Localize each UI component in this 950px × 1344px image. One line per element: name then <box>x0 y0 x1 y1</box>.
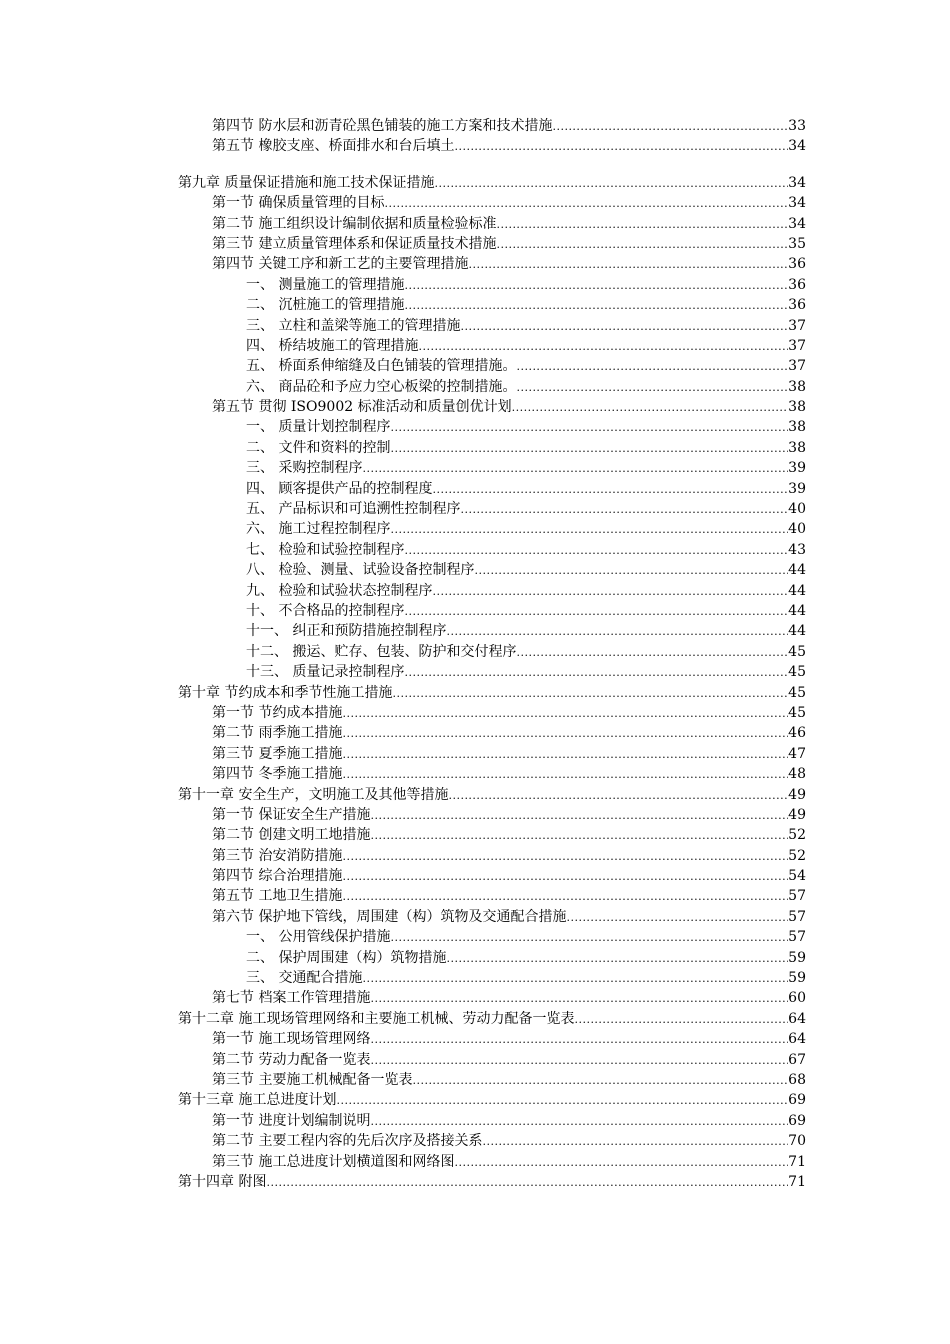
toc-page-number: 44 <box>788 562 806 579</box>
toc-section-entry[interactable] <box>178 254 806 274</box>
toc-page-number: 44 <box>788 602 806 619</box>
toc-dot-leader <box>390 520 788 540</box>
toc-entry-title: 三、 采购控制程序 <box>246 460 363 477</box>
toc-chapter-entry[interactable] <box>178 785 806 805</box>
toc-dot-leader <box>460 500 788 520</box>
toc-dot-leader <box>404 602 788 622</box>
toc-entry-title: 第十二章 施工现场管理网络和主要施工机械、劳动力配备一览表 <box>178 1010 575 1027</box>
toc-subsection-entry[interactable] <box>178 377 806 397</box>
toc-section-entry[interactable] <box>178 703 806 723</box>
toc-entry-title: 一、 质量计划控制程序 <box>246 419 391 436</box>
toc-page-number: 59 <box>788 949 806 966</box>
toc-subsection-entry[interactable] <box>178 540 806 560</box>
toc-page-number: 71 <box>788 1173 806 1190</box>
toc-entry-title: 第一节 节约成本措施 <box>212 704 343 721</box>
toc-dot-leader <box>392 684 788 704</box>
toc-dot-leader <box>362 459 788 479</box>
toc-section-entry[interactable] <box>178 744 806 764</box>
toc-page-number: 45 <box>788 684 806 701</box>
toc-page-number: 69 <box>788 1112 806 1129</box>
toc-dot-leader <box>418 337 788 357</box>
toc-entry-title: 第三节 治安消防措施 <box>212 847 343 864</box>
toc-dot-leader <box>574 1010 788 1030</box>
toc-entry-title: 第四节 冬季施工措施 <box>212 766 343 783</box>
toc-entry-title: 第三节 建立质量管理体系和保证质量技术措施 <box>212 235 497 252</box>
toc-page-number: 57 <box>788 929 806 946</box>
toc-page-number: 64 <box>788 1031 806 1048</box>
toc-subsection-entry[interactable] <box>178 275 806 295</box>
toc-entry-title: 第一节 施工现场管理网络 <box>212 1031 371 1048</box>
toc-dot-leader <box>454 137 788 157</box>
table-of-contents <box>178 116 806 1192</box>
toc-page-number: 64 <box>788 1010 806 1027</box>
toc-page-number: 45 <box>788 664 806 681</box>
toc-page-number: 38 <box>788 399 806 416</box>
toc-entry-title: 第二节 雨季施工措施 <box>212 725 343 742</box>
toc-page-number: 38 <box>788 439 806 456</box>
toc-dot-leader <box>474 561 788 581</box>
toc-entry-title: 十二、 搬运、贮存、包装、防护和交付程序 <box>246 643 517 660</box>
toc-section-entry[interactable] <box>178 397 806 417</box>
toc-page-number: 48 <box>788 766 806 783</box>
toc-dot-leader <box>390 418 788 438</box>
toc-page-number: 38 <box>788 419 806 436</box>
toc-dot-leader <box>404 663 788 683</box>
toc-section-entry[interactable] <box>178 193 806 213</box>
toc-entry-title: 第四节 防水层和沥青砼黑色铺装的施工方案和技术措施 <box>212 118 553 134</box>
toc-dot-leader <box>482 1132 788 1152</box>
toc-dot-leader <box>432 582 788 602</box>
toc-section-entry[interactable] <box>178 136 806 156</box>
toc-page-number: 34 <box>788 215 806 232</box>
toc-subsection-entry[interactable] <box>178 601 806 621</box>
toc-entry-title: 第一节 进度计划编制说明 <box>212 1112 371 1129</box>
toc-page-number: 37 <box>788 358 806 375</box>
toc-entry-title: 第四节 关键工序和新工艺的主要管理措施 <box>212 256 469 273</box>
toc-spacer <box>178 157 806 173</box>
toc-entry-title: 第七节 档案工作管理措施 <box>212 990 371 1007</box>
toc-page-number: 45 <box>788 643 806 660</box>
toc-subsection-entry[interactable] <box>178 581 806 601</box>
toc-dot-leader <box>412 1071 788 1091</box>
toc-chapter-entry[interactable] <box>178 1009 806 1029</box>
toc-subsection-entry[interactable] <box>178 642 806 662</box>
toc-entry-title: 五、 桥面系伸缩缝及白色铺装的管理措施。 <box>246 358 517 375</box>
toc-subsection-entry[interactable] <box>178 927 806 947</box>
toc-entry-title: 第五节 工地卫生措施 <box>212 888 343 905</box>
toc-page-number: 34 <box>788 174 806 191</box>
toc-entry-title: 第十四章 附图 <box>178 1173 267 1190</box>
toc-entry-title: 六、 施工过程控制程序 <box>246 521 391 538</box>
toc-page-number: 39 <box>788 460 806 477</box>
toc-dot-leader <box>434 174 788 194</box>
toc-dot-leader <box>512 398 789 418</box>
toc-entry-title: 六、 商品砼和予应力空心板梁的控制措施。 <box>246 378 517 395</box>
toc-page-number: 44 <box>788 582 806 599</box>
toc-entry-title: 第五节 橡胶支座、桥面排水和台后填土 <box>212 138 455 155</box>
toc-section-entry[interactable] <box>178 907 806 927</box>
toc-dot-leader <box>342 704 788 724</box>
toc-entry-title: 第五节 贯彻 ISO9002 标准活动和质量创优计划 <box>212 399 512 416</box>
toc-dot-leader <box>460 317 788 337</box>
toc-section-entry[interactable] <box>178 764 806 784</box>
toc-page-number: 70 <box>788 1133 806 1150</box>
toc-dot-leader <box>342 724 788 744</box>
toc-page-number: 47 <box>788 745 806 762</box>
toc-entry-title: 第二节 劳动力配备一览表 <box>212 1051 371 1068</box>
toc-dot-leader <box>404 276 788 296</box>
toc-entry-title: 第三节 夏季施工措施 <box>212 745 343 762</box>
toc-page-number: 67 <box>788 1051 806 1068</box>
toc-page-number: 36 <box>788 297 806 314</box>
toc-section-entry[interactable] <box>178 1111 806 1131</box>
toc-section-entry[interactable] <box>178 866 806 886</box>
toc-entry-title: 三、 立柱和盖梁等施工的管理措施 <box>246 317 461 334</box>
toc-dot-leader <box>370 806 788 826</box>
toc-entry-title: 第二节 主要工程内容的先后次序及搭接关系 <box>212 1133 483 1150</box>
toc-entry-title: 第十三章 施工总进度计划 <box>178 1092 337 1109</box>
toc-page-number: 46 <box>788 725 806 742</box>
toc-dot-leader <box>468 255 788 275</box>
toc-entry-title: 七、 检验和试验控制程序 <box>246 541 405 558</box>
toc-subsection-entry[interactable] <box>178 560 806 580</box>
toc-subsection-entry[interactable] <box>178 662 806 682</box>
toc-subsection-entry[interactable] <box>178 948 806 968</box>
toc-page-number: 38 <box>788 378 806 395</box>
toc-section-entry[interactable] <box>178 846 806 866</box>
toc-subsection-entry[interactable] <box>178 316 806 336</box>
toc-dot-leader <box>342 867 788 887</box>
toc-page-number: 43 <box>788 541 806 558</box>
toc-subsection-entry[interactable] <box>178 479 806 499</box>
toc-entry-title: 第一节 确保质量管理的目标 <box>212 195 385 212</box>
toc-dot-leader <box>432 480 788 500</box>
toc-section-entry[interactable] <box>178 805 806 825</box>
toc-page-number: 52 <box>788 847 806 864</box>
toc-page-number: 57 <box>788 888 806 905</box>
toc-dot-leader <box>496 235 788 255</box>
toc-page-number: 40 <box>788 521 806 538</box>
toc-entry-title: 第二节 创建文明工地措施 <box>212 827 371 844</box>
toc-page-number: 44 <box>788 623 806 640</box>
toc-page-number: 45 <box>788 704 806 721</box>
toc-dot-leader <box>496 215 788 235</box>
toc-page-number: 33 <box>788 118 806 134</box>
toc-dot-leader <box>552 117 788 137</box>
toc-page-number: 60 <box>788 990 806 1007</box>
toc-chapter-entry[interactable] <box>178 1090 806 1110</box>
toc-entry-title: 一、 测量施工的管理措施 <box>246 276 405 293</box>
toc-entry-title: 第一节 保证安全生产措施 <box>212 806 371 823</box>
toc-entry-title: 第十一章 安全生产，文明施工及其他等措施 <box>178 786 449 803</box>
toc-dot-leader <box>516 643 788 663</box>
toc-entry-title: 第十章 节约成本和季节性施工措施 <box>178 684 393 701</box>
toc-dot-leader <box>370 826 788 846</box>
toc-section-entry[interactable] <box>178 1029 806 1049</box>
toc-dot-leader <box>370 1112 788 1132</box>
toc-subsection-entry[interactable] <box>178 295 806 315</box>
toc-page-number: 35 <box>788 235 806 252</box>
toc-page-number: 34 <box>788 195 806 212</box>
toc-entry-title: 四、 顾客提供产品的控制程度 <box>246 480 433 497</box>
toc-dot-leader <box>448 786 788 806</box>
toc-dot-leader <box>390 439 788 459</box>
toc-section-entry[interactable] <box>178 116 806 136</box>
toc-section-entry[interactable] <box>178 214 806 234</box>
toc-entry-title: 五、 产品标识和可追溯性控制程序 <box>246 501 461 518</box>
toc-entry-title: 第三节 主要施工机械配备一览表 <box>212 1071 413 1088</box>
toc-entry-title: 第四节 综合治理措施 <box>212 868 343 885</box>
toc-section-entry[interactable] <box>178 1070 806 1090</box>
toc-subsection-entry[interactable] <box>178 356 806 376</box>
toc-page-number: 54 <box>788 868 806 885</box>
toc-entry-title: 第三节 施工总进度计划横道图和网络图 <box>212 1153 455 1170</box>
toc-entry-title: 十一、 纠正和预防措施控制程序 <box>246 623 447 640</box>
toc-dot-leader <box>516 357 788 377</box>
toc-section-entry[interactable] <box>178 1152 806 1172</box>
toc-section-entry[interactable] <box>178 1050 806 1070</box>
toc-subsection-entry[interactable] <box>178 438 806 458</box>
toc-page-number: 71 <box>788 1153 806 1170</box>
toc-entry-title: 第九章 质量保证措施和施工技术保证措施 <box>178 174 435 191</box>
toc-dot-leader <box>384 194 788 214</box>
toc-dot-leader <box>370 1051 788 1071</box>
toc-entry-title: 九、 检验和试验状态控制程序 <box>246 582 433 599</box>
toc-dot-leader <box>566 908 788 928</box>
toc-dot-leader <box>390 928 788 948</box>
toc-page-number: 69 <box>788 1092 806 1109</box>
toc-subsection-entry[interactable] <box>178 417 806 437</box>
toc-entry-title: 第二节 施工组织设计编制依据和质量检验标准 <box>212 215 497 232</box>
toc-page-number: 52 <box>788 827 806 844</box>
toc-subsection-entry[interactable] <box>178 499 806 519</box>
toc-dot-leader <box>336 1091 788 1111</box>
toc-entry-title: 一、 公用管线保护措施 <box>246 929 391 946</box>
toc-dot-leader <box>454 1153 788 1173</box>
toc-section-entry[interactable] <box>178 1131 806 1151</box>
toc-entry-title: 十、 不合格品的控制程序 <box>246 602 405 619</box>
toc-chapter-entry[interactable] <box>178 1172 806 1192</box>
toc-dot-leader <box>370 1030 788 1050</box>
toc-chapter-entry[interactable] <box>178 173 806 193</box>
toc-section-entry[interactable] <box>178 234 806 254</box>
toc-page-number: 34 <box>788 138 806 155</box>
toc-dot-leader <box>516 378 788 398</box>
toc-page-number: 49 <box>788 806 806 823</box>
toc-entry-title: 二、 沉桩施工的管理措施 <box>246 297 405 314</box>
toc-page-number: 36 <box>788 276 806 293</box>
toc-dot-leader <box>446 949 788 969</box>
toc-section-entry[interactable] <box>178 988 806 1008</box>
toc-entry-title: 二、 文件和资料的控制 <box>246 439 391 456</box>
toc-subsection-entry[interactable] <box>178 458 806 478</box>
toc-page-number: 37 <box>788 317 806 334</box>
toc-page-number: 36 <box>788 256 806 273</box>
toc-entry-title: 八、 检验、测量、试验设备控制程序 <box>246 562 475 579</box>
toc-page-number: 49 <box>788 786 806 803</box>
toc-subsection-entry[interactable] <box>178 336 806 356</box>
toc-dot-leader <box>404 541 788 561</box>
toc-dot-leader <box>370 989 788 1009</box>
toc-dot-leader <box>266 1173 788 1193</box>
toc-page-number: 68 <box>788 1071 806 1088</box>
toc-dot-leader <box>342 745 788 765</box>
toc-dot-leader <box>404 296 788 316</box>
toc-dot-leader <box>362 969 788 989</box>
toc-entry-title: 三、 交通配合措施 <box>246 970 363 987</box>
toc-page-number: 57 <box>788 908 806 925</box>
toc-entry-title: 十三、 质量记录控制程序 <box>246 664 405 681</box>
toc-dot-leader <box>342 765 788 785</box>
toc-page-number: 40 <box>788 501 806 518</box>
toc-dot-leader <box>342 887 788 907</box>
toc-entry-title: 四、 桥结坡施工的管理措施 <box>246 337 419 354</box>
toc-page-number: 39 <box>788 480 806 497</box>
toc-entry-title: 二、 保护周围建（构）筑物措施 <box>246 949 447 966</box>
toc-entry-title: 第六节 保护地下管线，周围建（构）筑物及交通配合措施 <box>212 908 567 925</box>
toc-subsection-entry[interactable] <box>178 519 806 539</box>
toc-section-entry[interactable] <box>178 886 806 906</box>
toc-subsection-entry[interactable] <box>178 621 806 641</box>
toc-subsection-entry[interactable] <box>178 968 806 988</box>
toc-section-entry[interactable] <box>178 723 806 743</box>
toc-dot-leader <box>342 847 788 867</box>
toc-section-entry[interactable] <box>178 825 806 845</box>
toc-page-number: 37 <box>788 337 806 354</box>
toc-dot-leader <box>446 622 788 642</box>
toc-chapter-entry[interactable] <box>178 683 806 703</box>
toc-page-number: 59 <box>788 970 806 987</box>
